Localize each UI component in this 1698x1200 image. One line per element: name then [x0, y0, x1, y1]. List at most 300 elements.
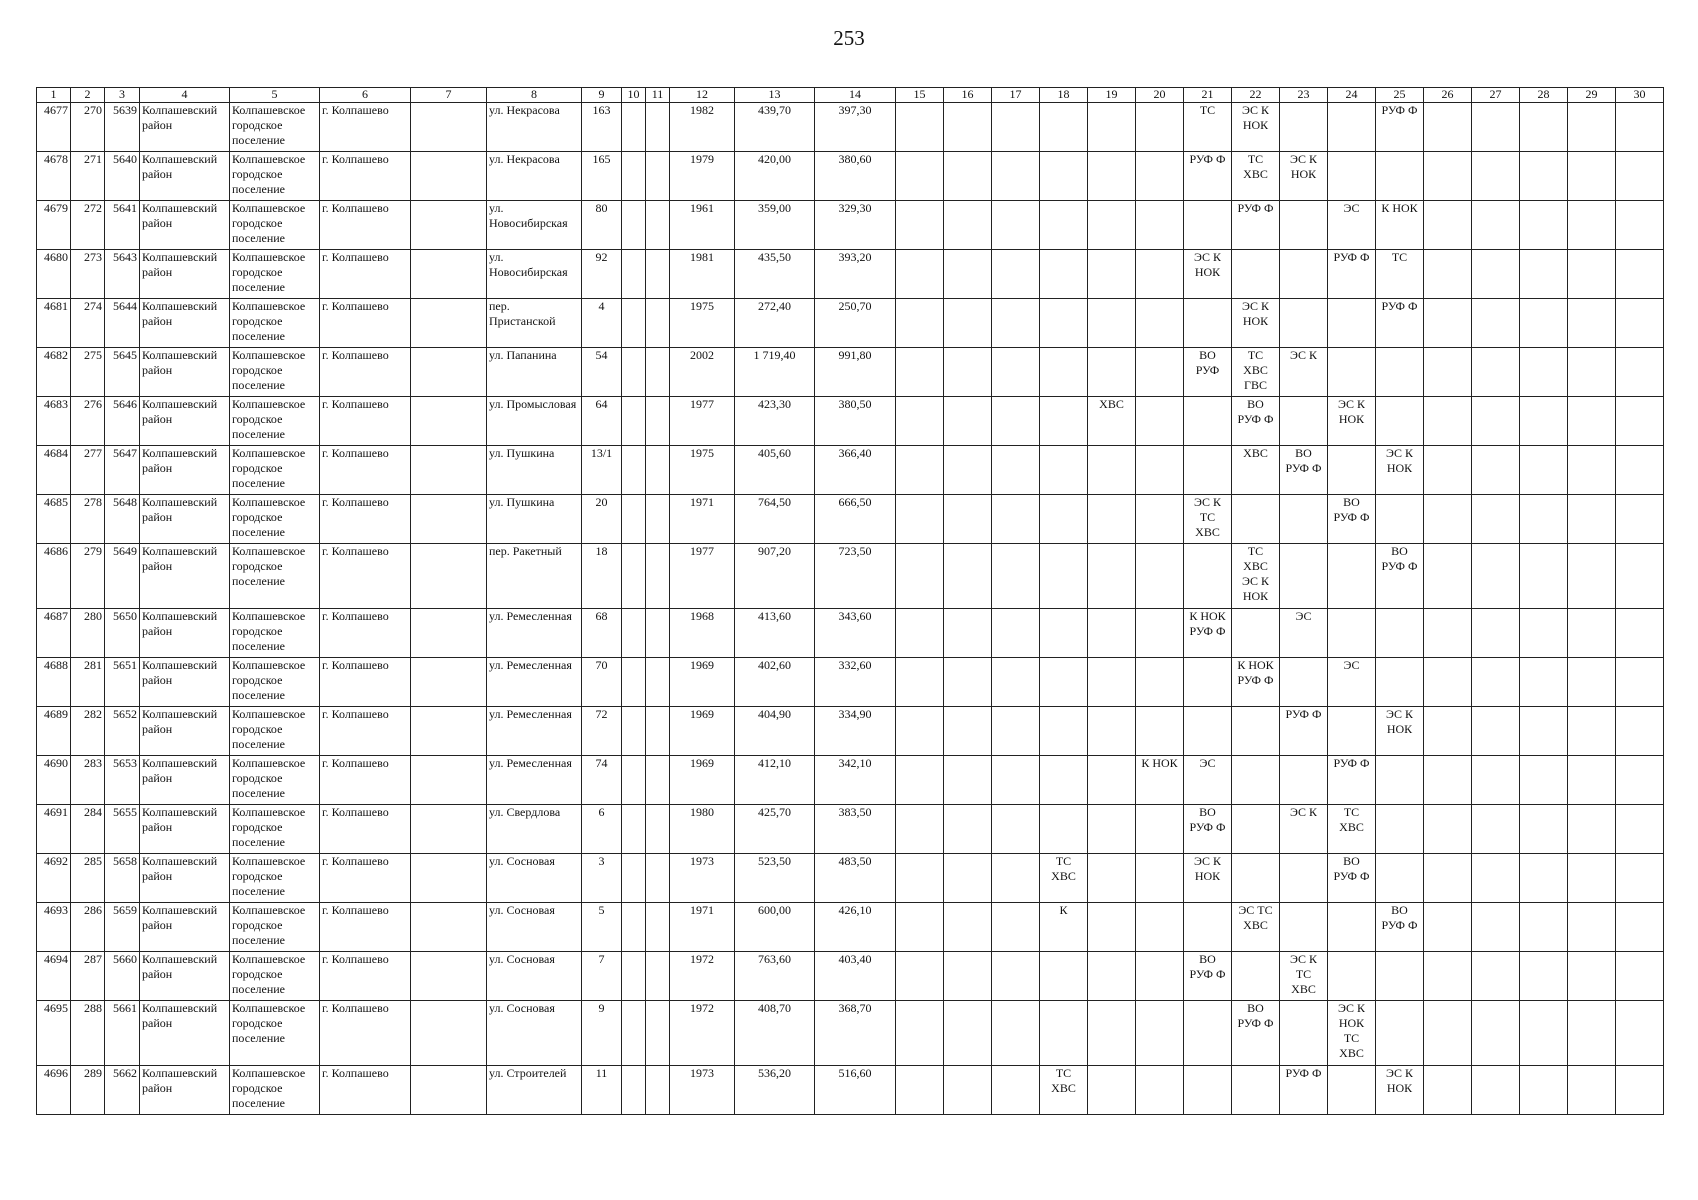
table-cell-col-22: РУФ Ф — [1232, 201, 1280, 250]
table-cell-col-6: г. Колпашево — [320, 609, 411, 658]
table-cell-col-1: 4691 — [37, 805, 71, 854]
table-cell-col-2: 281 — [71, 658, 105, 707]
table-cell-col-4: Колпашевский район — [140, 854, 230, 903]
table-cell-col-28 — [1520, 756, 1568, 805]
table-cell-col-5: Колпашевское городское поселение — [230, 152, 320, 201]
table-cell-col-14: 368,70 — [815, 1001, 896, 1066]
table-cell-col-7 — [411, 854, 487, 903]
table-cell-col-3: 5651 — [105, 658, 140, 707]
table-cell-col-8: ул. Сосновая — [487, 903, 582, 952]
table-cell-col-3: 5662 — [105, 1066, 140, 1115]
table-cell-col-1: 4683 — [37, 397, 71, 446]
table-cell-col-27 — [1472, 495, 1520, 544]
column-header-8: 8 — [487, 88, 582, 103]
table-cell-col-26 — [1424, 250, 1472, 299]
table-cell-col-23 — [1280, 201, 1328, 250]
table-cell-col-20 — [1136, 446, 1184, 495]
table-cell-col-8: ул. Промысловая — [487, 397, 582, 446]
table-cell-col-28 — [1520, 397, 1568, 446]
table-cell-col-4: Колпашевский район — [140, 903, 230, 952]
table-row — [37, 299, 1664, 348]
column-header-26: 26 — [1424, 88, 1472, 103]
table-cell-col-30 — [1616, 299, 1664, 348]
table-cell-col-26 — [1424, 952, 1472, 1001]
table-cell-col-4: Колпашевский район — [140, 152, 230, 201]
table-cell-col-15 — [896, 348, 944, 397]
table-row — [37, 250, 1664, 299]
table-cell-col-20 — [1136, 707, 1184, 756]
table-cell-col-21: К НОК РУФ Ф — [1184, 609, 1232, 658]
table-cell-col-10 — [622, 103, 646, 152]
table-cell-col-18 — [1040, 658, 1088, 707]
table-row — [37, 152, 1664, 201]
table-cell-col-29 — [1568, 397, 1616, 446]
table-cell-col-20 — [1136, 609, 1184, 658]
table-cell-col-30 — [1616, 103, 1664, 152]
table-cell-col-10 — [622, 348, 646, 397]
table-cell-col-29 — [1568, 658, 1616, 707]
table-cell-col-24 — [1328, 903, 1376, 952]
table-cell-col-28 — [1520, 495, 1568, 544]
table-cell-col-27 — [1472, 952, 1520, 1001]
table-cell-col-27 — [1472, 152, 1520, 201]
table-cell-col-19 — [1088, 201, 1136, 250]
table-row — [37, 1066, 1664, 1115]
table-cell-col-16 — [944, 397, 992, 446]
table-cell-col-27 — [1472, 299, 1520, 348]
table-cell-col-11 — [646, 707, 670, 756]
table-cell-col-24 — [1328, 152, 1376, 201]
table-cell-col-7 — [411, 250, 487, 299]
table-cell-col-16 — [944, 756, 992, 805]
table-cell-col-13: 404,90 — [735, 707, 815, 756]
table-cell-col-30 — [1616, 446, 1664, 495]
table-cell-col-3: 5647 — [105, 446, 140, 495]
table-cell-col-18: ТС ХВС — [1040, 1066, 1088, 1115]
table-cell-col-12: 1981 — [670, 250, 735, 299]
table-cell-col-29 — [1568, 201, 1616, 250]
table-cell-col-22: ВО РУФ Ф — [1232, 397, 1280, 446]
table-cell-col-7 — [411, 1001, 487, 1066]
table-cell-col-13: 359,00 — [735, 201, 815, 250]
table-cell-col-27 — [1472, 201, 1520, 250]
table-cell-col-23 — [1280, 1001, 1328, 1066]
table-row — [37, 544, 1664, 609]
table-cell-col-1: 4695 — [37, 1001, 71, 1066]
table-cell-col-12: 1977 — [670, 397, 735, 446]
column-header-11: 11 — [646, 88, 670, 103]
table-cell-col-25 — [1376, 495, 1424, 544]
table-cell-col-9: 92 — [582, 250, 622, 299]
table-cell-col-9: 70 — [582, 658, 622, 707]
table-cell-col-18 — [1040, 707, 1088, 756]
table-cell-col-10 — [622, 609, 646, 658]
table-cell-col-25: ТС — [1376, 250, 1424, 299]
table-cell-col-27 — [1472, 756, 1520, 805]
table-cell-col-5: Колпашевское городское поселение — [230, 103, 320, 152]
table-cell-col-18 — [1040, 152, 1088, 201]
table-cell-col-29 — [1568, 299, 1616, 348]
table-cell-col-28 — [1520, 544, 1568, 609]
table-cell-col-2: 289 — [71, 1066, 105, 1115]
column-header-14: 14 — [815, 88, 896, 103]
table-cell-col-26 — [1424, 495, 1472, 544]
table-cell-col-24 — [1328, 1066, 1376, 1115]
table-cell-col-23 — [1280, 103, 1328, 152]
table-cell-col-29 — [1568, 707, 1616, 756]
table-cell-col-3: 5658 — [105, 854, 140, 903]
table-cell-col-26 — [1424, 348, 1472, 397]
table-cell-col-1: 4688 — [37, 658, 71, 707]
table-cell-col-18 — [1040, 201, 1088, 250]
table-row — [37, 756, 1664, 805]
table-cell-col-20 — [1136, 903, 1184, 952]
table-cell-col-19 — [1088, 250, 1136, 299]
table-cell-col-9: 4 — [582, 299, 622, 348]
table-cell-col-1: 4678 — [37, 152, 71, 201]
table-cell-col-2: 276 — [71, 397, 105, 446]
table-cell-col-29 — [1568, 903, 1616, 952]
table-cell-col-21 — [1184, 1066, 1232, 1115]
table-cell-col-25: ВО РУФ Ф — [1376, 903, 1424, 952]
table-cell-col-8: ул. Пушкина — [487, 446, 582, 495]
table-cell-col-19 — [1088, 544, 1136, 609]
table-cell-col-30 — [1616, 854, 1664, 903]
table-cell-col-21: ВО РУФ Ф — [1184, 805, 1232, 854]
table-cell-col-13: 907,20 — [735, 544, 815, 609]
table-cell-col-25 — [1376, 348, 1424, 397]
table-cell-col-5: Колпашевское городское поселение — [230, 609, 320, 658]
table-cell-col-12: 1975 — [670, 446, 735, 495]
table-cell-col-21 — [1184, 707, 1232, 756]
table-cell-col-14: 666,50 — [815, 495, 896, 544]
table-cell-col-17 — [992, 495, 1040, 544]
table-cell-col-5: Колпашевское городское поселение — [230, 854, 320, 903]
table-cell-col-22 — [1232, 609, 1280, 658]
table-cell-col-24: ЭС — [1328, 201, 1376, 250]
table-cell-col-5: Колпашевское городское поселение — [230, 756, 320, 805]
table-cell-col-19 — [1088, 658, 1136, 707]
table-cell-col-17 — [992, 707, 1040, 756]
table-cell-col-4: Колпашевский район — [140, 397, 230, 446]
table-cell-col-2: 286 — [71, 903, 105, 952]
table-cell-col-6: г. Колпашево — [320, 903, 411, 952]
table-cell-col-2: 278 — [71, 495, 105, 544]
table-cell-col-7 — [411, 952, 487, 1001]
table-cell-col-22: ТС ХВС ГВС — [1232, 348, 1280, 397]
table-cell-col-22 — [1232, 952, 1280, 1001]
table-cell-col-11 — [646, 495, 670, 544]
table-cell-col-21: ВО РУФ Ф — [1184, 952, 1232, 1001]
table-cell-col-26 — [1424, 707, 1472, 756]
column-header-9: 9 — [582, 88, 622, 103]
table-cell-col-25 — [1376, 805, 1424, 854]
table-cell-col-14: 380,50 — [815, 397, 896, 446]
table-cell-col-1: 4693 — [37, 903, 71, 952]
table-cell-col-16 — [944, 201, 992, 250]
table-cell-col-29 — [1568, 544, 1616, 609]
table-cell-col-16 — [944, 152, 992, 201]
table-cell-col-16 — [944, 805, 992, 854]
table-cell-col-24: ЭС К НОК — [1328, 397, 1376, 446]
table-cell-col-23 — [1280, 250, 1328, 299]
table-cell-col-24 — [1328, 707, 1376, 756]
table-cell-col-26 — [1424, 397, 1472, 446]
table-cell-col-19 — [1088, 756, 1136, 805]
table-cell-col-24 — [1328, 952, 1376, 1001]
table-cell-col-1: 4687 — [37, 609, 71, 658]
table-cell-col-13: 405,60 — [735, 446, 815, 495]
table-cell-col-17 — [992, 1001, 1040, 1066]
table-cell-col-8: ул. Некрасова — [487, 103, 582, 152]
table-cell-col-10 — [622, 495, 646, 544]
table-cell-col-20 — [1136, 1001, 1184, 1066]
table-cell-col-15 — [896, 103, 944, 152]
table-cell-col-23 — [1280, 756, 1328, 805]
table-cell-col-12: 1980 — [670, 805, 735, 854]
table-cell-col-26 — [1424, 854, 1472, 903]
table-cell-col-26 — [1424, 1066, 1472, 1115]
table-cell-col-9: 7 — [582, 952, 622, 1001]
table-cell-col-11 — [646, 658, 670, 707]
table-cell-col-24 — [1328, 446, 1376, 495]
table-cell-col-30 — [1616, 1001, 1664, 1066]
table-cell-col-6: г. Колпашево — [320, 201, 411, 250]
table-cell-col-14: 329,30 — [815, 201, 896, 250]
table-cell-col-2: 283 — [71, 756, 105, 805]
table-cell-col-14: 991,80 — [815, 348, 896, 397]
table-cell-col-6: г. Колпашево — [320, 446, 411, 495]
table-cell-col-9: 18 — [582, 544, 622, 609]
table-cell-col-27 — [1472, 397, 1520, 446]
table-cell-col-9: 11 — [582, 1066, 622, 1115]
table-cell-col-11 — [646, 250, 670, 299]
table-cell-col-12: 1969 — [670, 658, 735, 707]
column-header-1: 1 — [37, 88, 71, 103]
table-cell-col-28 — [1520, 707, 1568, 756]
table-cell-col-16 — [944, 707, 992, 756]
table-cell-col-11 — [646, 103, 670, 152]
table-cell-col-6: г. Колпашево — [320, 952, 411, 1001]
table-cell-col-20 — [1136, 397, 1184, 446]
table-cell-col-19 — [1088, 103, 1136, 152]
table-cell-col-7 — [411, 152, 487, 201]
table-cell-col-6: г. Колпашево — [320, 348, 411, 397]
table-cell-col-14: 393,20 — [815, 250, 896, 299]
table-cell-col-30 — [1616, 397, 1664, 446]
table-cell-col-27 — [1472, 250, 1520, 299]
table-cell-col-2: 270 — [71, 103, 105, 152]
table-cell-col-21 — [1184, 397, 1232, 446]
table-cell-col-5: Колпашевское городское поселение — [230, 805, 320, 854]
table-cell-col-16 — [944, 348, 992, 397]
table-cell-col-11 — [646, 152, 670, 201]
table-cell-col-9: 68 — [582, 609, 622, 658]
table-cell-col-3: 5646 — [105, 397, 140, 446]
table-cell-col-16 — [944, 854, 992, 903]
table-cell-col-13: 423,30 — [735, 397, 815, 446]
table-cell-col-19: ХВС — [1088, 397, 1136, 446]
table-cell-col-20 — [1136, 201, 1184, 250]
table-cell-col-5: Колпашевское городское поселение — [230, 903, 320, 952]
table-cell-col-19 — [1088, 952, 1136, 1001]
table-cell-col-28 — [1520, 609, 1568, 658]
table-cell-col-4: Колпашевский район — [140, 756, 230, 805]
table-cell-col-21 — [1184, 658, 1232, 707]
table-cell-col-20 — [1136, 854, 1184, 903]
column-header-5: 5 — [230, 88, 320, 103]
table-cell-col-16 — [944, 1001, 992, 1066]
column-header-27: 27 — [1472, 88, 1520, 103]
table-cell-col-10 — [622, 805, 646, 854]
table-cell-col-4: Колпашевский район — [140, 1001, 230, 1066]
table-row — [37, 495, 1664, 544]
table-cell-col-3: 5660 — [105, 952, 140, 1001]
table-cell-col-7 — [411, 397, 487, 446]
table-cell-col-1: 4692 — [37, 854, 71, 903]
table-cell-col-15 — [896, 1001, 944, 1066]
table-cell-col-14: 366,40 — [815, 446, 896, 495]
table-cell-col-15 — [896, 250, 944, 299]
table-cell-col-2: 287 — [71, 952, 105, 1001]
table-cell-col-8: ул. Ремесленная — [487, 756, 582, 805]
table-cell-col-27 — [1472, 609, 1520, 658]
table-cell-col-15 — [896, 854, 944, 903]
table-cell-col-17 — [992, 250, 1040, 299]
table-cell-col-1: 4682 — [37, 348, 71, 397]
table-cell-col-21: ЭС К НОК — [1184, 250, 1232, 299]
table-cell-col-13: 408,70 — [735, 1001, 815, 1066]
table-cell-col-21 — [1184, 544, 1232, 609]
table-cell-col-4: Колпашевский район — [140, 446, 230, 495]
table-cell-col-29 — [1568, 1001, 1616, 1066]
table-cell-col-10 — [622, 707, 646, 756]
table-cell-col-30 — [1616, 250, 1664, 299]
table-cell-col-27 — [1472, 658, 1520, 707]
table-cell-col-5: Колпашевское городское поселение — [230, 544, 320, 609]
table-cell-col-24 — [1328, 348, 1376, 397]
table-cell-col-25 — [1376, 658, 1424, 707]
table-cell-col-6: г. Колпашево — [320, 103, 411, 152]
table-cell-col-3: 5652 — [105, 707, 140, 756]
table-cell-col-23 — [1280, 495, 1328, 544]
table-cell-col-11 — [646, 544, 670, 609]
table-cell-col-12: 1975 — [670, 299, 735, 348]
table-cell-col-25: К НОК — [1376, 201, 1424, 250]
table-cell-col-22 — [1232, 250, 1280, 299]
table-cell-col-30 — [1616, 609, 1664, 658]
table-cell-col-7 — [411, 446, 487, 495]
table-cell-col-28 — [1520, 299, 1568, 348]
table-cell-col-18: К — [1040, 903, 1088, 952]
table-cell-col-5: Колпашевское городское поселение — [230, 299, 320, 348]
column-header-23: 23 — [1280, 88, 1328, 103]
column-header-21: 21 — [1184, 88, 1232, 103]
table-cell-col-8: ул. Ремесленная — [487, 707, 582, 756]
table-cell-col-12: 1977 — [670, 544, 735, 609]
table-row — [37, 903, 1664, 952]
table-cell-col-23: ЭС К — [1280, 348, 1328, 397]
table-cell-col-15 — [896, 903, 944, 952]
table-cell-col-6: г. Колпашево — [320, 299, 411, 348]
table-cell-col-23 — [1280, 903, 1328, 952]
table-cell-col-24: РУФ Ф — [1328, 250, 1376, 299]
table-cell-col-9: 80 — [582, 201, 622, 250]
table-cell-col-10 — [622, 903, 646, 952]
column-header-3: 3 — [105, 88, 140, 103]
table-cell-col-21: ВО РУФ — [1184, 348, 1232, 397]
table-cell-col-4: Колпашевский район — [140, 658, 230, 707]
table-cell-col-16 — [944, 952, 992, 1001]
page-number: 253 — [833, 26, 865, 50]
table-cell-col-24: ВО РУФ Ф — [1328, 495, 1376, 544]
table-cell-col-13: 413,60 — [735, 609, 815, 658]
table-cell-col-4: Колпашевский район — [140, 805, 230, 854]
table-cell-col-23: ВО РУФ Ф — [1280, 446, 1328, 495]
table-cell-col-9: 9 — [582, 1001, 622, 1066]
column-header-30: 30 — [1616, 88, 1664, 103]
table-cell-col-5: Колпашевское городское поселение — [230, 952, 320, 1001]
table-cell-col-30 — [1616, 658, 1664, 707]
table-cell-col-18 — [1040, 756, 1088, 805]
table-cell-col-3: 5659 — [105, 903, 140, 952]
table-cell-col-8: ул. Свердлова — [487, 805, 582, 854]
table-cell-col-28 — [1520, 1001, 1568, 1066]
table-cell-col-17 — [992, 299, 1040, 348]
column-header-4: 4 — [140, 88, 230, 103]
table-cell-col-17 — [992, 397, 1040, 446]
table-cell-col-28 — [1520, 103, 1568, 152]
table-cell-col-22 — [1232, 805, 1280, 854]
table-cell-col-23 — [1280, 299, 1328, 348]
table-cell-col-29 — [1568, 446, 1616, 495]
table-cell-col-25 — [1376, 756, 1424, 805]
table-cell-col-12: 1973 — [670, 854, 735, 903]
table-cell-col-8: ул. Новосибирская — [487, 201, 582, 250]
table-cell-col-16 — [944, 299, 992, 348]
table-cell-col-24 — [1328, 544, 1376, 609]
table-cell-col-9: 13/1 — [582, 446, 622, 495]
table-cell-col-6: г. Колпашево — [320, 152, 411, 201]
table-cell-col-17 — [992, 952, 1040, 1001]
table-cell-col-26 — [1424, 1001, 1472, 1066]
table-cell-col-13: 523,50 — [735, 854, 815, 903]
table-cell-col-6: г. Колпашево — [320, 250, 411, 299]
table-cell-col-29 — [1568, 1066, 1616, 1115]
table-cell-col-10 — [622, 201, 646, 250]
table-cell-col-1: 4680 — [37, 250, 71, 299]
table-cell-col-9: 6 — [582, 805, 622, 854]
table-cell-col-17 — [992, 756, 1040, 805]
table-cell-col-21 — [1184, 201, 1232, 250]
table-cell-col-19 — [1088, 707, 1136, 756]
table-cell-col-4: Колпашевский район — [140, 201, 230, 250]
table-cell-col-2: 271 — [71, 152, 105, 201]
table-cell-col-17 — [992, 103, 1040, 152]
table-cell-col-30 — [1616, 952, 1664, 1001]
table-cell-col-4: Колпашевский район — [140, 250, 230, 299]
table-cell-col-1: 4689 — [37, 707, 71, 756]
table-cell-col-28 — [1520, 152, 1568, 201]
table-cell-col-12: 1979 — [670, 152, 735, 201]
table-cell-col-26 — [1424, 446, 1472, 495]
table-cell-col-10 — [622, 756, 646, 805]
table-cell-col-8: ул. Некрасова — [487, 152, 582, 201]
table-cell-col-8: пер. Пристанской — [487, 299, 582, 348]
table-cell-col-27 — [1472, 854, 1520, 903]
table-cell-col-6: г. Колпашево — [320, 707, 411, 756]
table-cell-col-14: 426,10 — [815, 903, 896, 952]
